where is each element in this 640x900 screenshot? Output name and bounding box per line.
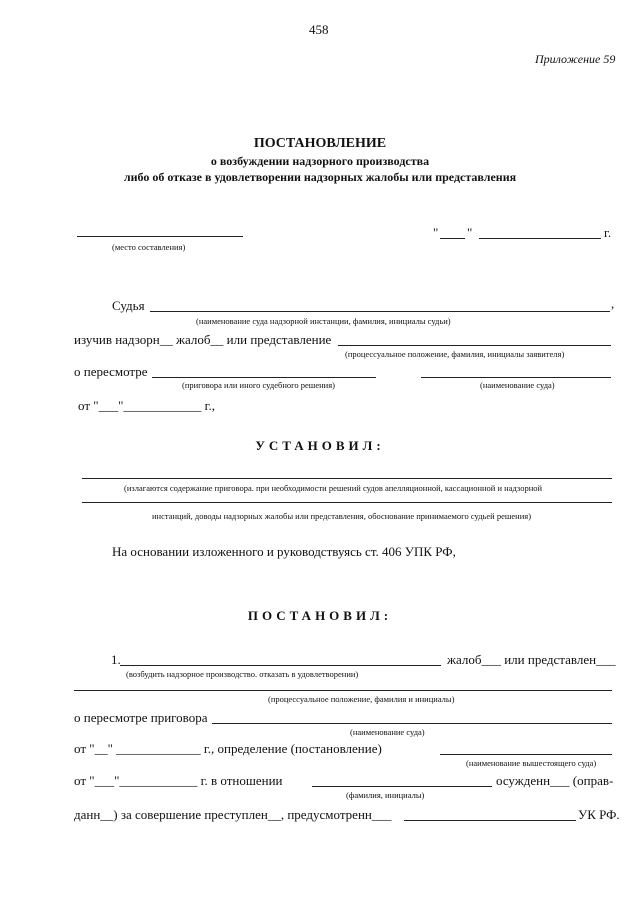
review-label: о пересмотре (74, 364, 148, 379)
basis-text: На основании изложенного и руководствуясь ст. 406 УПК РФ, (112, 544, 456, 559)
item1-decision-field[interactable] (120, 665, 441, 666)
crime-article-field[interactable] (404, 820, 576, 821)
place-field[interactable] (77, 236, 243, 237)
applicant-caption: (процессуальное положение, фамилия и инициалы) (268, 694, 455, 704)
studied-label: изучив надзорн__ жалоб__ или представление (74, 332, 332, 347)
review-court-field[interactable] (421, 377, 611, 378)
document-subtitle-line1: о возбуждении надзорного производства (210, 154, 430, 168)
established-heading: УСТАНОВИЛ: (255, 438, 385, 453)
review-caption-verdict: (приговора или иного судебного решения) (182, 380, 335, 390)
ruling-caption: (наименование вышестоящего суда) (466, 758, 597, 768)
judge-caption: (наименование суда надзорной инстанции, фамилия, инициалы судьи) (196, 316, 451, 326)
applicant-caption-top: (процессуальное положение, фамилия, инициалы заявителя) (345, 349, 565, 359)
established-field-1[interactable] (82, 478, 612, 479)
judge-field[interactable] (150, 311, 610, 312)
verdict-court-field[interactable] (212, 723, 612, 724)
judge-label: Судья (112, 298, 145, 313)
verdict-caption: (наименование суда) (350, 727, 425, 737)
convicted-name-field[interactable] (312, 786, 492, 787)
established-caption-2: инстанций, доводы надзорных жалобы или представления, обоснование принимаемого судьей решения) (152, 511, 532, 521)
from-date-line: от "___"____________ г., (78, 398, 215, 413)
appendix-label: Приложение 59 (535, 52, 616, 66)
crime-prefix: данн__) за совершение преступлен__, предусмотренн___ (74, 807, 392, 822)
convicted-suffix: осужденн___ (оправ- (496, 773, 614, 788)
page-number: 458 (309, 22, 329, 37)
review-caption-court: (наименование суда) (480, 380, 555, 390)
date-quote-open: " (433, 225, 439, 240)
date-month-field[interactable] (479, 238, 601, 239)
item1-caption: (возбудить надзорное производство. отказать в удовлетворении) (126, 669, 359, 679)
convicted-caption: (фамилия, инициалы) (346, 790, 425, 800)
date-year-label: г. (604, 225, 612, 240)
judge-field-comma: , (611, 296, 615, 311)
verdict-label: о пересмотре приговора (74, 710, 208, 725)
ruling-court-field[interactable] (440, 754, 612, 755)
convicted-prefix: от "___"____________ г. в отношении (74, 773, 283, 788)
crime-suffix: УК РФ. (578, 807, 620, 822)
document-subtitle-line2: либо об отказе в удовлетворении надзорных жалобы или представления (123, 170, 517, 184)
date-quote-close: " (467, 225, 473, 240)
place-caption: (место составления) (112, 242, 186, 252)
established-field-2[interactable] (82, 502, 612, 503)
applicant-field-2[interactable] (74, 690, 612, 691)
document-title: ПОСТАНОВЛЕНИЕ (253, 136, 387, 151)
decided-heading: ПОСТАНОВИЛ: (247, 608, 393, 623)
review-verdict-field[interactable] (152, 377, 376, 378)
applicant-field[interactable] (338, 345, 611, 346)
item1-number: 1. (111, 652, 121, 667)
ruling-prefix: от "__" _____________ г., определение (постановление) (74, 741, 382, 756)
established-caption-1: (излагаются содержание приговора. при необходимости решений судов апелляционной, кассационной и надзорной (124, 483, 543, 493)
date-day-field[interactable] (440, 238, 465, 239)
item1-suffix: жалоб___ или представлен___ (447, 652, 616, 667)
